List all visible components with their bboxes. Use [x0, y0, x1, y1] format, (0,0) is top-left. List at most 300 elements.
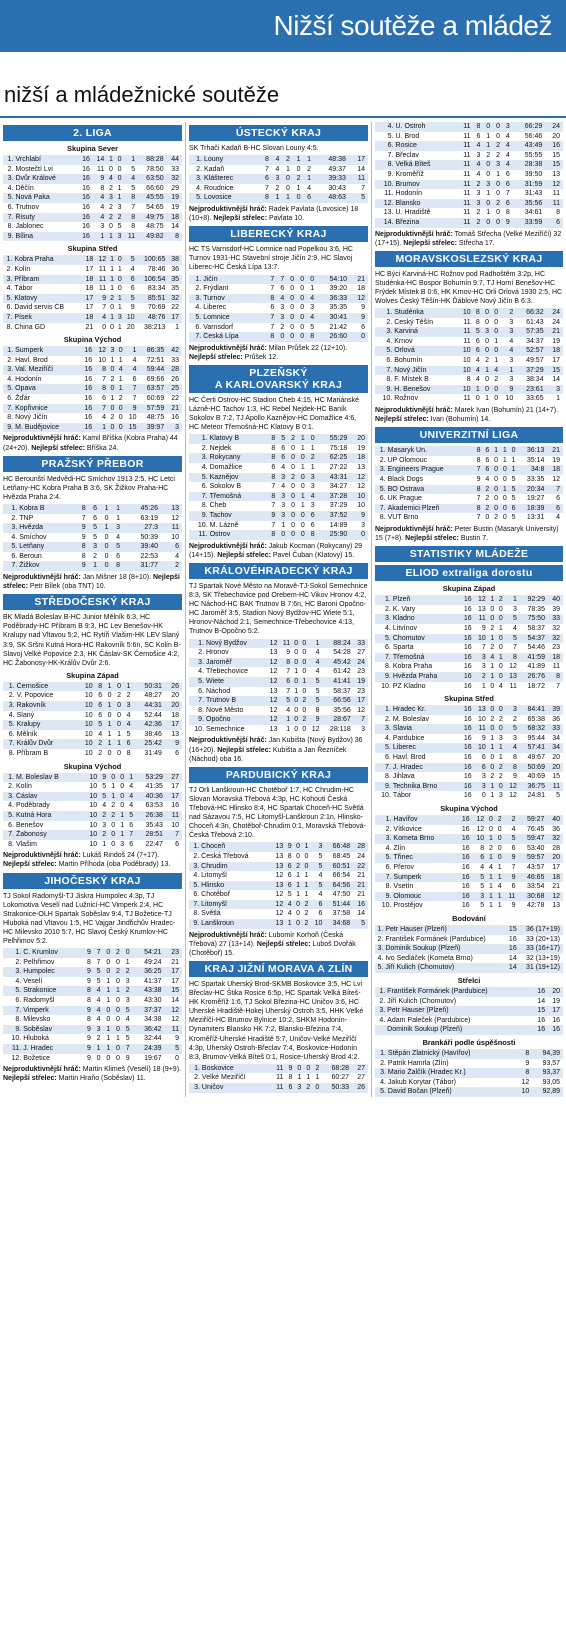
table-cell: 19:27 — [526, 495, 545, 503]
table-cell: 63:19 — [140, 514, 159, 522]
table-cell: 35:14 — [526, 456, 545, 464]
table-cell: Veselí — [23, 977, 43, 985]
table-cell: 0 — [291, 444, 295, 452]
table-cell: 12 — [552, 476, 560, 483]
table-cell: 16 — [463, 624, 472, 632]
table-cell: 11 — [456, 141, 471, 151]
table-cell: 8 — [306, 530, 316, 540]
table-cell: 12 — [509, 663, 517, 671]
table-row — [189, 1073, 368, 1083]
table-cell: 9 — [476, 476, 481, 483]
table-cell: Bohumín — [394, 357, 423, 365]
table-cell: 2 — [280, 323, 285, 331]
table-cell: 47:50 — [332, 891, 351, 899]
table-cell: 9 — [286, 649, 291, 657]
section-moravskoslezsky-kraj: MORAVSKOSLEZSKÝ KRAJ — [375, 251, 563, 267]
table-row — [189, 658, 368, 668]
table-cell: 19 — [357, 444, 365, 452]
table-cell: 12 — [265, 715, 278, 725]
table-cell: 16 — [84, 356, 93, 364]
table-cell: 63:53 — [145, 802, 163, 810]
table-cell: 24:81 — [527, 792, 545, 800]
label: Nejproduktivnější hráč: — [189, 344, 267, 352]
table-cell: 7 — [124, 384, 138, 394]
table-cell: Žabonosy — [15, 830, 83, 840]
table-cell: 9 — [75, 523, 86, 533]
table-cell: 1 — [304, 872, 309, 880]
table-cell: Tábor — [392, 792, 412, 800]
table-cell: 15 — [124, 423, 138, 433]
table-row — [3, 504, 182, 514]
table-cell: 5. — [3, 720, 16, 730]
table-cell: 0 — [109, 223, 113, 231]
table-cell: 1 — [310, 444, 315, 452]
table-cell: Třemošná — [392, 653, 459, 663]
table-cell: 5 — [126, 730, 131, 738]
table-cell: 14 — [537, 997, 546, 1005]
section-ustecky-kraj: ÚSTECKÝ KRAJ — [189, 125, 368, 141]
table-cell: 1 — [299, 677, 307, 687]
table-cell: 1 — [107, 313, 115, 323]
table-cell: 0 — [102, 967, 112, 977]
table-cell: 6. — [11, 552, 18, 560]
table-cell: 22:53 — [140, 552, 159, 560]
table-cell: 39 — [546, 705, 563, 715]
table-cell: Cheb — [209, 502, 227, 510]
table-cell: 4 — [307, 658, 320, 668]
table-row — [3, 222, 182, 232]
table-cell: 4 — [275, 165, 280, 173]
table-cell: 16 — [546, 1025, 563, 1035]
table-cell: 8 — [504, 653, 518, 663]
table-cell: 3 — [115, 313, 123, 323]
table-cell: 7 — [271, 502, 276, 510]
table-cell: Tachov — [209, 511, 267, 521]
table-cell: 7. — [375, 504, 387, 514]
label: Nejproduktivnější hráč: — [189, 931, 267, 939]
table-cell: 8 — [87, 958, 91, 966]
table-cell: 0 — [481, 308, 490, 318]
table-cell: 5. — [189, 473, 209, 483]
table-cell: Vlašim — [15, 840, 37, 848]
table-cell: 3 — [501, 122, 511, 132]
table-cell: 16 — [463, 663, 472, 671]
table-cell: 0 — [290, 285, 295, 293]
table-cell: 4. — [8, 802, 14, 810]
standings-table — [375, 815, 563, 911]
table-cell: 1 — [293, 881, 301, 891]
table-cell: 53:29 — [134, 773, 164, 783]
table-cell: 34:8 — [516, 465, 545, 475]
table-cell: 16 — [82, 165, 90, 173]
table-cell: Božetice — [23, 1054, 51, 1062]
table-cell: 7. — [3, 213, 14, 223]
table-cell: 8 — [87, 997, 91, 1005]
table-cell: 0 — [110, 304, 114, 312]
table-cell: 2 — [481, 485, 490, 495]
column-2 — [185, 122, 371, 1097]
table-cell: 6 — [281, 444, 286, 452]
table-cell: 6. — [385, 644, 391, 652]
table-cell: Dvůr Králové — [14, 174, 76, 184]
table-cell: 49:75 — [136, 213, 165, 223]
table-cell: 4 — [115, 365, 123, 375]
table-cell: 5 — [93, 533, 98, 541]
table-cell: 7. — [3, 830, 15, 840]
table-cell: 16 — [506, 944, 518, 954]
table-cell: 1 — [508, 465, 517, 475]
table-row — [189, 530, 368, 540]
table-cell: 17 — [347, 155, 368, 165]
table-cell: 4. — [7, 184, 14, 192]
table-cell: 0 — [96, 1054, 101, 1062]
table-cell: 7 — [545, 485, 563, 495]
table-cell: 9 — [501, 218, 511, 228]
table-cell: 2 — [489, 844, 493, 852]
table-cell: 1 — [486, 209, 491, 217]
table-row — [189, 511, 368, 521]
table-cell: 23 — [552, 644, 560, 652]
table-cell: 41:59 — [518, 653, 546, 663]
table-cell: 26 — [350, 1083, 368, 1093]
table-row — [375, 944, 563, 954]
table-row — [3, 375, 182, 385]
table-cell: 9 — [266, 511, 276, 521]
table-cell: 8. — [386, 376, 393, 384]
table-cell: Nový Jičín — [393, 366, 456, 376]
standings-table — [189, 434, 368, 540]
table-row — [189, 492, 368, 502]
table-cell: 7. — [189, 492, 209, 502]
table-cell: 24:39 — [131, 1044, 163, 1054]
table-cell: 13 — [357, 464, 365, 472]
table-cell: 8 — [472, 308, 481, 318]
table-cell: 11 — [463, 190, 471, 198]
table-cell: 1. — [3, 504, 18, 514]
table-cell: 0 — [111, 821, 116, 829]
table-row — [3, 1015, 182, 1025]
table-cell: 5. — [375, 485, 387, 495]
table-cell: 3 — [276, 492, 286, 502]
table-cell: Vrchlabí — [14, 155, 76, 165]
table-cell: 4 — [132, 356, 137, 364]
table-cell: 0 — [494, 318, 499, 326]
table-cell: 1 — [300, 444, 305, 452]
table-cell: Králův Dvůr — [16, 739, 78, 749]
table-cell: 6 — [309, 900, 323, 910]
table-cell: 0 — [285, 294, 295, 304]
value: Lubomír Korhoň (Česká Třebová) 27 (13+14). — [189, 931, 344, 948]
table-cell: 7 — [131, 203, 136, 211]
table-cell: 6 — [93, 514, 98, 522]
table-cell: 41:37 — [144, 977, 162, 985]
table-cell: 4 — [102, 414, 106, 422]
table-cell: 1 — [297, 1074, 302, 1082]
table-cell: 35:56 — [333, 706, 351, 714]
table-cell: 0 — [286, 530, 296, 540]
table-row — [375, 605, 563, 615]
table-row — [189, 900, 368, 910]
table-cell: 12 — [473, 595, 487, 605]
table-cell: Petr Hauser (Plzeň) — [386, 1006, 532, 1016]
table-row — [189, 184, 368, 194]
table-cell: 6 — [116, 552, 121, 560]
table-cell: 27 — [350, 1064, 368, 1074]
table-cell: 1 — [123, 155, 137, 165]
table-cell: 14 — [552, 376, 560, 384]
table-cell: 2 — [472, 218, 482, 228]
table-row — [189, 453, 368, 463]
table-cell: 4 — [315, 649, 320, 657]
table-cell: K. Vary — [392, 605, 416, 613]
table-cell: 19 — [552, 337, 560, 345]
table-cell: 10 — [473, 634, 487, 644]
table-cell: 11 — [456, 160, 471, 170]
table-cell: 1 — [105, 155, 114, 165]
table-cell: 0 — [499, 465, 508, 475]
section-plzensky-kraj: PLZEŇSKÝ A KARLOVARSKÝ KRAJ — [189, 365, 368, 393]
table-cell: 2. — [194, 1074, 200, 1082]
table-cell: 0 — [290, 304, 295, 312]
table-row — [189, 155, 368, 165]
table-cell: 7 — [481, 644, 486, 652]
table-cell: 2 — [126, 692, 131, 700]
table-row — [375, 1025, 563, 1035]
table-cell: Březina — [395, 218, 457, 228]
table-cell: 1 — [494, 892, 503, 902]
table-cell: 25:90 — [316, 530, 349, 540]
table-cell: 8 — [288, 1074, 293, 1082]
table-cell: 0 — [293, 842, 301, 852]
table-cell: 36:33 — [315, 294, 348, 304]
table-cell: 4. — [193, 872, 200, 880]
table-cell: Brumov — [395, 180, 457, 190]
table-cell: 4. — [385, 844, 392, 852]
table-cell: 0 — [494, 834, 503, 844]
table-cell: Havl. Brod — [392, 754, 426, 762]
table-cell: 60:27 — [331, 1074, 349, 1082]
table-row — [189, 890, 368, 900]
table-cell: 48:75 — [146, 414, 165, 422]
table-cell: 0 — [107, 749, 112, 757]
table-cell: 10 — [78, 682, 94, 692]
table-cell: 1 — [124, 346, 138, 356]
table-cell: 3 — [87, 542, 98, 552]
table-cell: 20 — [348, 434, 368, 444]
table-cell: 2 — [498, 715, 503, 723]
table-cell: 10 — [78, 739, 94, 749]
table-cell: 0 — [487, 614, 496, 624]
table-cell: 1 — [511, 456, 516, 464]
table-cell: 19:67 — [144, 1054, 162, 1062]
table-cell: 0 — [485, 318, 489, 326]
table-cell: 6 — [508, 504, 517, 514]
table-cell: 33:54 — [526, 883, 545, 891]
table-cell: 0 — [111, 1006, 121, 1016]
label: Nejproduktivnější hráč: — [3, 852, 81, 860]
table-cell: 40:69 — [527, 773, 545, 781]
table-cell: 31:77 — [121, 561, 159, 571]
table-cell: 6 — [545, 504, 563, 514]
table-cell: 1 — [98, 504, 109, 514]
table-cell: 6 — [284, 862, 292, 872]
value: Petr Bílek (oba TNT) 10. — [27, 583, 106, 591]
table-cell: 1 — [294, 687, 299, 695]
table-cell: 8. — [15, 1016, 22, 1024]
table-cell: 11 — [552, 663, 560, 671]
table-row — [3, 682, 182, 692]
table-cell: 9 — [87, 977, 91, 985]
table-cell: 2 — [472, 180, 482, 190]
table-cell: 3. — [189, 453, 209, 463]
table-cell: 21 — [351, 881, 368, 891]
table-cell: 6 — [98, 711, 103, 719]
table-cell: Kralupy — [16, 720, 78, 730]
table-cell: 68:32 — [518, 724, 546, 734]
table-cell: 27:22 — [329, 464, 348, 472]
table-cell: 22 — [351, 862, 368, 872]
table-cell: 2. — [196, 165, 202, 173]
table-cell: 50:31 — [132, 682, 163, 692]
table-cell: 6 — [481, 754, 486, 762]
table-cell: 0 — [300, 304, 305, 312]
label: Nejproduktivnější hráč: — [3, 574, 81, 582]
label: Nejlepší střelec: — [375, 416, 429, 424]
table-cell: 1 — [116, 1035, 120, 1043]
table-cell: 1 — [490, 792, 495, 800]
value: Martin Příhoda (oba Poděbrady) 13. — [56, 861, 171, 869]
table-row — [3, 193, 182, 203]
table-cell: Hvězda Praha — [392, 672, 459, 682]
table-cell: 59:44 — [138, 365, 166, 375]
table-cell: 39:33 — [312, 174, 347, 184]
table-cell: 23 — [357, 687, 365, 695]
table-cell: 5 — [511, 514, 516, 522]
table-cell: 0 — [116, 1054, 120, 1062]
table-row — [375, 705, 563, 715]
table-cell: 12 — [357, 483, 365, 491]
table-cell: Trutnov B — [205, 696, 265, 706]
table-row — [3, 830, 182, 840]
table-cell: 8. — [193, 910, 200, 918]
table-cell: 37:29 — [329, 502, 348, 510]
table-cell: 8 — [315, 706, 320, 714]
table-cell: 0 — [291, 483, 295, 491]
table-cell: 25 — [165, 384, 182, 394]
table-cell: 16 — [77, 213, 91, 223]
table-cell: 0 — [102, 1006, 112, 1016]
table-row — [3, 1006, 182, 1016]
table-cell: Nové Město — [206, 706, 244, 714]
table-cell: 2. — [193, 852, 200, 860]
table-cell: 1 — [281, 521, 286, 529]
results-text: HC TS Varnsdorf-HC Lomnice nad Popelkou 3:6, HC Turnov 1931-HC Stavební stroje Jičín 2:9, HC Slavoj Liberec-HC Česká Lípa 13:7. — [189, 246, 353, 272]
table-cell: 3. — [375, 834, 392, 844]
table-cell: 3 — [509, 376, 514, 384]
table-cell: 21:42 — [329, 323, 348, 331]
table-cell: F. Místek B — [394, 376, 429, 384]
table-cell: 0 — [291, 658, 299, 668]
table-cell: 4 — [306, 492, 316, 502]
table-cell: 6. — [8, 730, 15, 738]
table-row — [3, 967, 182, 977]
table-cell: 1. — [375, 1049, 387, 1059]
table-cell: 11 — [123, 232, 137, 242]
table-cell: 54:65 — [146, 203, 164, 211]
table-cell: 0 — [300, 521, 305, 529]
table-cell: 11 — [164, 811, 182, 821]
table-cell: 48:76 — [136, 313, 167, 323]
table-cell: 4. — [379, 1016, 386, 1024]
table-cell: 1 — [110, 395, 115, 403]
table-cell: 5 — [503, 834, 517, 844]
table-cell: 24 — [352, 658, 368, 668]
table-cell: 8 — [75, 542, 86, 552]
label: Nejlepší střelec: — [405, 535, 459, 543]
table-cell: 0 — [498, 605, 503, 613]
table-cell: 2. — [379, 997, 386, 1005]
table-cell: 1 — [481, 682, 486, 690]
table-cell: Val. Meziříčí — [14, 365, 79, 375]
table-cell: 36:42 — [131, 1025, 163, 1035]
table-row — [375, 734, 563, 744]
table-cell: 4 — [497, 883, 502, 891]
standings-table — [3, 773, 182, 850]
table-cell: 30:43 — [328, 184, 346, 192]
table-cell: 14 — [357, 910, 365, 918]
table-cell: 5. — [3, 384, 14, 394]
label: Nejproduktivnější hráč: — [189, 542, 267, 550]
table-cell: 10 — [456, 366, 471, 376]
table-cell: 43:57 — [526, 864, 545, 871]
table-cell: 7 — [125, 830, 134, 840]
table-row — [3, 255, 182, 265]
table-cell: 8 — [556, 209, 560, 217]
table-cell: 16 — [459, 672, 473, 682]
table-cell: 12 — [545, 892, 563, 902]
table-cell: 11 — [473, 614, 487, 624]
table-cell: 3 — [473, 782, 487, 792]
table-cell: 5. — [3, 986, 22, 996]
table-cell: 49:57 — [526, 357, 544, 365]
top-players-note — [189, 205, 368, 223]
table-cell: 9. — [189, 715, 205, 725]
table-cell: 4 — [125, 1016, 130, 1024]
table-cell: 3. — [3, 967, 22, 977]
table-cell: 16 — [463, 715, 472, 723]
table-cell: Rakovník — [16, 701, 78, 711]
table-cell: 0 — [302, 706, 307, 714]
table-cell: 5 — [351, 919, 368, 929]
group-heading: Skupina Střed — [444, 694, 494, 704]
table-cell: U. Brod — [395, 132, 420, 140]
table-cell: Chotěboř — [201, 891, 230, 899]
table-cell: 0 — [311, 1083, 320, 1093]
section-eliod-extraliga: ELIOD extraliga dorostu — [375, 565, 563, 581]
table-cell: 3. — [189, 294, 202, 304]
table-cell: 38 — [166, 255, 182, 265]
table-cell: 0 — [490, 682, 495, 690]
table-cell: 16 — [543, 141, 563, 151]
table-cell: 9 — [361, 304, 365, 312]
table-cell: Čáslav — [15, 792, 83, 802]
table-cell: 31:43 — [524, 190, 543, 198]
standings-table — [3, 346, 182, 432]
table-cell: 11 — [546, 782, 563, 792]
table-cell: 2 — [476, 209, 481, 217]
table-cell: 0 — [113, 720, 122, 730]
table-cell: Smíchov — [19, 533, 47, 541]
